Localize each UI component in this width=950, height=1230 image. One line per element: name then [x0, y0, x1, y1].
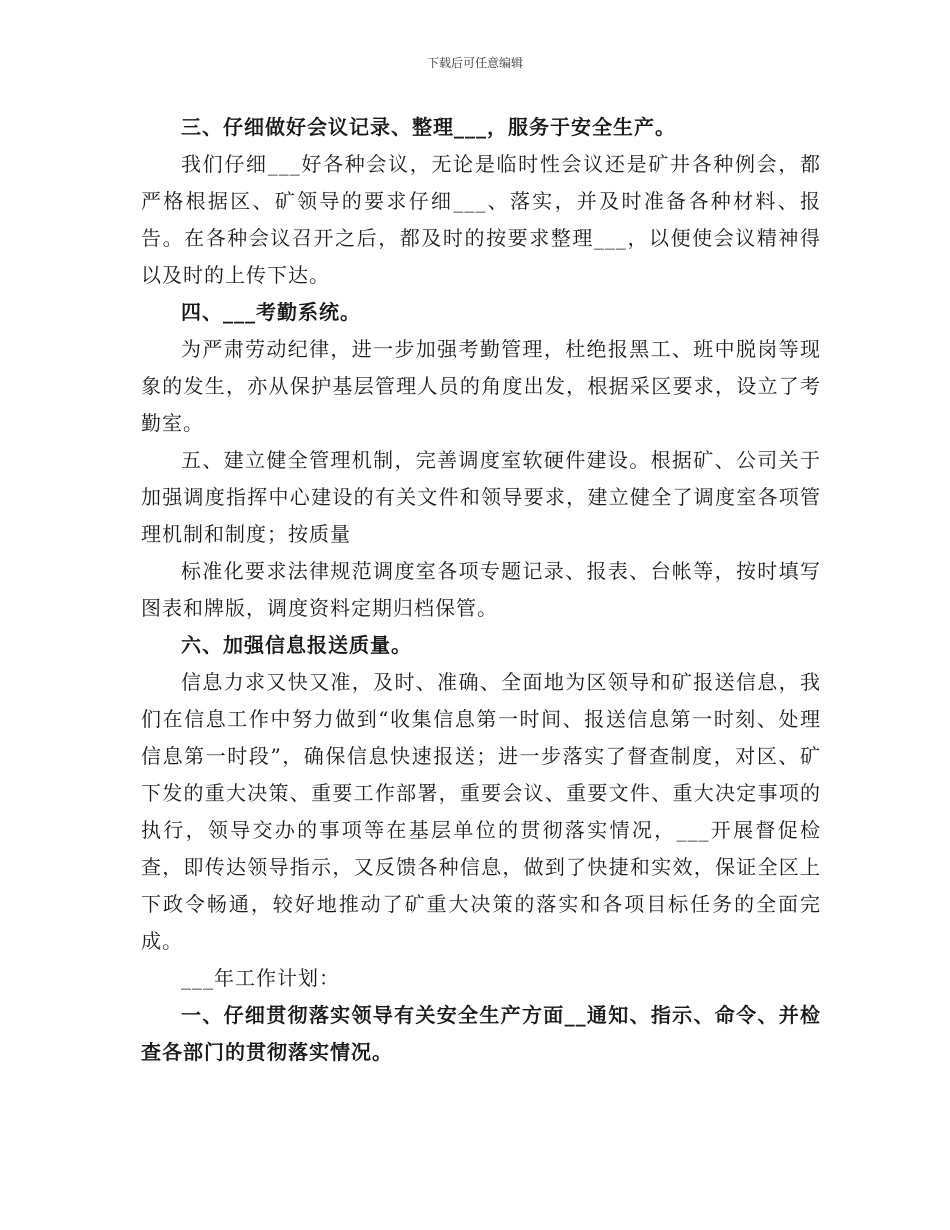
body-paragraph: 为严肃劳动纪律，进一步加强考勤管理，杜绝报黑工、班中脱岗等现象的发生，亦从保护基层管理人员的角度出发，根据采区要求，设立了考勤室。	[141, 337, 821, 435]
body-paragraph: 五、建立健全管理机制，完善调度室软硬件建设。根据矿、公司关于加强调度指挥中心建设的有关文件和领导要求，建立健全了调度室各项管理机制和制度；按质量	[141, 448, 821, 546]
body-paragraph: 信息力求又快又准，及时、准确、全面地为区领导和矿报送信息，我们在信息工作中努力做到“收集信息第一时间、报送信息第一时刻、处理信息第一时段”，确保信息快速报送；进一步落实了督查制度，对区、矿下发的重大决策、重要工作部署，重要会议、重要文件、重大决定事项的执行，领导交办的事项等在基层单位的贯彻落实情况，___开展督促检查，即传达领导指示，又反馈各种信息，做到了快捷和实效，保证全区上下政令畅通，较好地推动了矿重大决策的落实和各项目标任务的全面完成。	[141, 670, 821, 953]
plan-title: ___年工作计划：	[181, 966, 340, 990]
body-paragraph: 我们仔细___好各种会议，无论是临时性会议还是矿井各种例会，都严格根据区、矿领导的要求仔细___、落实，并及时准备各种材料、报告。在各种会议召开之后，都及时的按要求整理___，以便使会议精神得以及时的上传下达。	[141, 152, 821, 287]
section-heading: 三、仔细做好会议记录、整理___，服务于安全生产。	[181, 115, 676, 139]
section-heading: 一、仔细贯彻落实领导有关安全生产方面__通知、指示、命令、并检查各部门的贯彻落实情况。	[141, 1003, 821, 1064]
page-header: 下载后可任意编辑	[426, 56, 523, 70]
section-heading: 六、加强信息报送质量。	[181, 633, 412, 657]
document-body	[141, 109, 821, 1071]
body-paragraph: 标准化要求法律规范调度室各项专题记录、报表、台帐等，按时填写图表和牌版，调度资料定期归档保管。	[141, 559, 821, 620]
section-heading: 四、___考勤系统。	[181, 300, 361, 324]
